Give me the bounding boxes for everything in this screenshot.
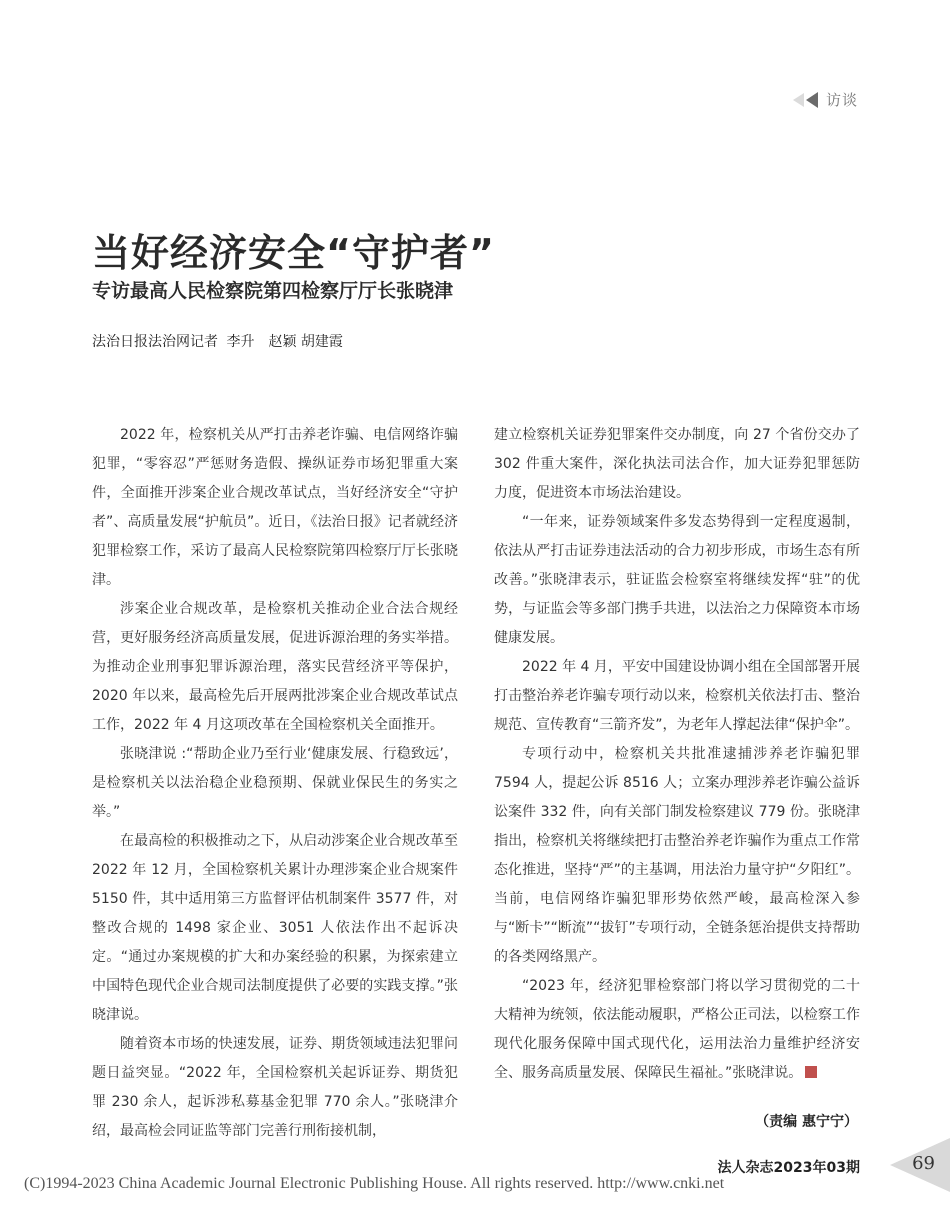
article-column-left	[92, 421, 458, 1146]
page-number: 69	[912, 1153, 935, 1174]
body-paragraph: 随着资本市场的快速发展，证券、期货领域违法犯罪问题日益突显。“2022 年，全国检察机关起诉证券、期货犯罪 230 余人，起诉涉私募基金犯罪 770 余人。”张晓津介绍，最高检会同证监等部门完善行刑衔接机制，	[92, 1036, 458, 1139]
byline	[92, 331, 343, 351]
article-subtitle: 专访最高人民检察院第四检察厅厅长张晓津	[92, 280, 454, 302]
double-left-arrow-icon	[793, 92, 818, 108]
article-title: 当好经济安全“守护者”	[92, 231, 495, 275]
issue-label: 法人杂志2023年03期	[717, 1160, 860, 1176]
editor-credit: （责编 惠宁宁）	[755, 1114, 858, 1130]
body-paragraph-continued: 建立检察机关证券犯罪案件交办制度，向 27 个省份交办了 302 件重大案件，深化执法司法合作，加大证券犯罪惩防力度，促进资本市场法治建设。	[494, 427, 860, 501]
section-tag	[793, 89, 858, 110]
body-paragraph: 专项行动中，检察机关共批准逮捕涉养老诈骗犯罪 7594 人，提起公诉 8516 人；立案办理涉养老诈骗公益诉讼案件 332 件，向有关部门制发检察建议 779 份。张晓津指出，检察机关将继续把打击整治养老诈骗作为重点工作常态化推进，坚持“严”的主基调，用法治力量守护“夕阳红”。当前，电信网络诈骗犯罪形势依然严峻，最高检深入参与“断卡”“断流”“拔钉”专项行动，全链条惩治提供支持帮助的各类网络黑产。	[494, 746, 860, 965]
copyright-watermark: (C)1994-2023 China Academic Journal Electronic Publishing House. All rights reserved. http://www.cnki.net	[24, 1175, 725, 1192]
article-column-right	[494, 421, 860, 1088]
body-paragraph: 在最高检的积极推动之下，从启动涉案企业合规改革至 2022 年 12 月，全国检察机关累计办理涉案企业合规案件 5150 件，其中适用第三方监督评估机制案件 3577 件，对整改合规的 1498 家企业、3051 人依法作出不起诉决定。“通过办案规模的扩大和办案经验的积累，为探索建立中国特色现代企业合规司法制度提供了必要的实践支撑。”张晓津说。	[92, 833, 458, 1023]
byline-outlet: 法治日报法治网记者	[92, 334, 218, 350]
body-paragraph: 2022 年，检察机关从严打击养老诈骗、电信网络诈骗犯罪，“零容忍”严惩财务造假、操纵证券市场犯罪重大案件，全面推开涉案企业合规改革试点，当好经济安全“守护者”、高质量发展“护航员”。近日，《法治日报》记者就经济犯罪检察工作，采访了最高人民检察院第四检察厅厅长张晓津。	[92, 427, 458, 588]
closing-text: “2023 年，经济犯罪检察部门将以学习贯彻党的二十大精神为统领，依法能动履职，严格公正司法，以检察工作现代化服务保障中国式现代化，运用法治力量维护经济安全、服务高质量发展、保障民生福祉。”张晓津说。	[494, 978, 860, 1081]
end-mark-icon	[805, 1066, 817, 1078]
body-paragraph: 涉案企业合规改革，是检察机关推动企业合法合规经营，更好服务经济高质量发展，促进诉源治理的务实举措。为推动企业刑事犯罪诉源治理，落实民营经济平等保护，2020 年以来，最高检先后开展两批涉案企业合规改革试点工作，2022 年 4 月这项改革在全国检察机关全面推开。	[92, 601, 458, 733]
closing-paragraph	[494, 972, 860, 1088]
section-label: 访谈	[825, 91, 858, 109]
body-paragraph: “一年来，证券领域案件多发态势得到一定程度遏制，依法从严打击证券违法活动的合力初步形成，市场生态有所改善。”张晓津表示，驻证监会检察室将继续发挥“驻”的优势，与证监会等多部门携手共进，以法治之力保障资本市场健康发展。	[494, 514, 860, 646]
body-paragraph: 2022 年 4 月，平安中国建设协调小组在全国部署开展打击整治养老诈骗专项行动以来，检察机关依法打击、整治规范、宣传教育“三箭齐发”，为老年人撑起法律“保护伞”。	[494, 659, 860, 733]
byline-authors: 李升 赵颖 胡建霞	[226, 334, 343, 350]
body-paragraph: 张晓津说 :“帮助企业乃至行业‘健康发展、行稳致远’，是检察机关以法治稳企业稳预期、保就业保民生的务实之举。”	[92, 746, 458, 820]
